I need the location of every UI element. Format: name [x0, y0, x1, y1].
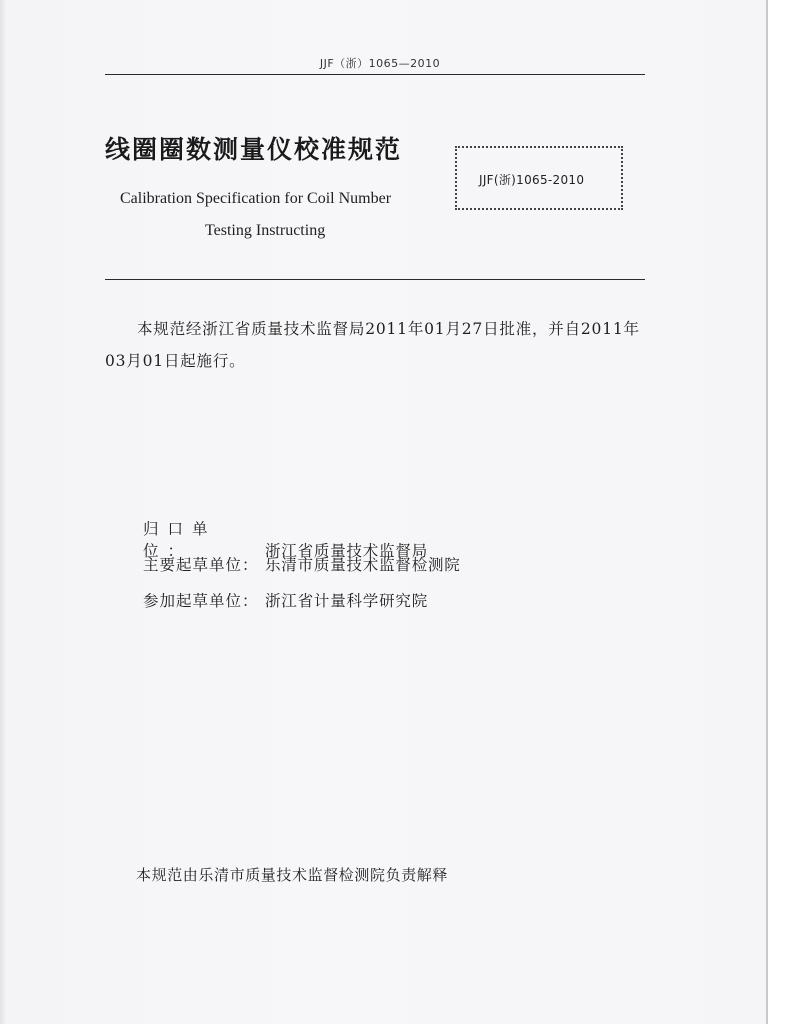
unit-value: 浙江省计量科学研究院 — [265, 592, 429, 610]
unit-value: 浙江省质量技术监督局 — [265, 542, 429, 560]
unit-row-participating-drafter — [143, 589, 428, 611]
unit-label: 主要起草单位： — [143, 556, 259, 574]
title-chinese: 线圈圈数测量仪校准规范 — [105, 135, 403, 164]
code-box — [455, 146, 623, 210]
unit-label: 归口单位： — [143, 520, 217, 560]
title-rule — [105, 279, 645, 280]
title-english-line1: Calibration Specification for Coil Number — [120, 190, 392, 207]
header-code: JJF（浙）1065—2010 — [319, 57, 441, 70]
header-rule — [105, 74, 645, 75]
page-shadow — [0, 0, 6, 1024]
code-box-text: JJF(浙)1065-2010 — [479, 173, 585, 187]
unit-label: 参加起草单位： — [143, 592, 259, 610]
unit-row-main-drafter — [143, 553, 461, 575]
interpretation-note: 本规范由乐清市质量技术监督检测院负责解释 — [136, 866, 449, 884]
approval-statement: 本规范经浙江省质量技术监督局2011年01月27日批准，并自2011年03月01日起施行。 — [105, 320, 640, 370]
page-edge — [766, 0, 791, 1024]
unit-value: 乐清市质量技术监督检测院 — [265, 556, 461, 574]
title-english-line2: Testing Instructing — [205, 222, 326, 239]
